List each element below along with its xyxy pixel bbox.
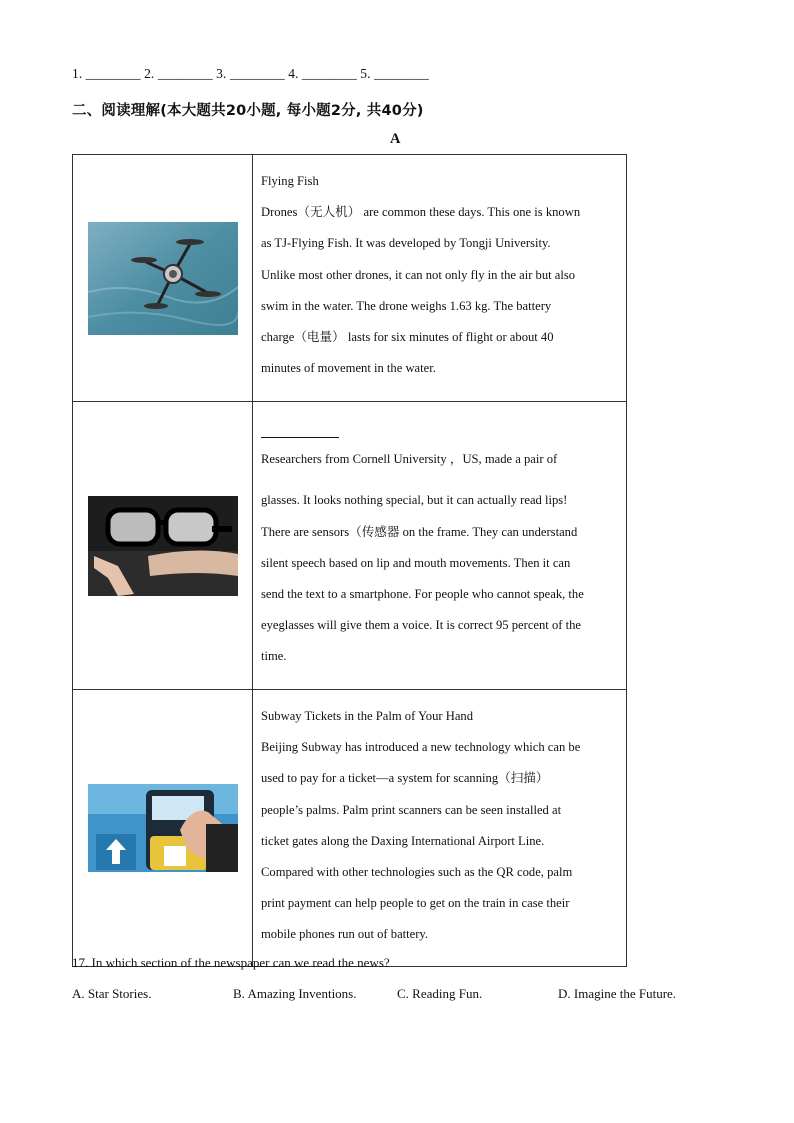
question-17: 17. In which section of the newspaper can we read the news?	[72, 955, 390, 970]
passage-line: There are sensors（传感器 on the frame. They can understand	[261, 524, 578, 539]
table-row	[73, 155, 627, 402]
passage-line: Unlike most other drones, it can not only fly in the air but also	[261, 267, 576, 282]
passage-line: charge（电量） lasts for six minutes of flight or about 40	[261, 330, 554, 345]
option-b[interactable]: B. Amazing Inventions.	[233, 986, 357, 1001]
passage-title-blank	[261, 413, 618, 444]
passage-line: people’s palms. Palm print scanners can be seen installed at	[261, 802, 562, 817]
drone-image	[88, 222, 238, 335]
passage-line: Beijing Subway has introduced a new technology which can be	[261, 740, 581, 755]
section-heading: 二、阅读理解(本大题共20小题, 每小题2分, 共40分)	[72, 103, 424, 119]
passage-line: print payment can help people to get on the train in case their	[261, 896, 570, 911]
passage-title: Subway Tickets in the Palm of Your Hand	[261, 709, 474, 723]
passage-line: mobile phones run out of battery.	[261, 927, 429, 942]
option-a[interactable]: A. Star Stories.	[72, 986, 152, 1001]
passage-label: A	[390, 131, 401, 147]
passage-line: Compared with other technologies such as the QR code, palm	[261, 865, 573, 880]
answer-blanks-line: 1. ________ 2. ________ 3. ________ 4. ________ 5. ________	[72, 66, 429, 81]
passage-line: Drones（无人机） are common these days. This one is known	[261, 205, 581, 220]
image-cell	[73, 402, 253, 690]
passage-line: as TJ-Flying Fish. It was developed by Tongji University.	[261, 236, 551, 251]
image-cell	[73, 690, 253, 967]
passage-line: swim in the water. The drone weighs 1.63 kg. The battery	[261, 298, 552, 313]
palm-scanner-image	[88, 784, 238, 872]
passage-text-cell	[253, 690, 627, 967]
option-c[interactable]: C. Reading Fun.	[397, 986, 483, 1001]
passage-line: eyeglasses will give them a voice. It is correct 95 percent of the	[261, 618, 581, 633]
passage-line: glasses. It looks nothing special, but it can actually read lips!	[261, 493, 568, 508]
title-blank	[261, 423, 339, 438]
table-row	[73, 402, 627, 690]
option-d[interactable]: D. Imagine the Future.	[558, 986, 677, 1001]
passage-line: silent speech based on lip and mouth movements. Then it can	[261, 555, 571, 570]
passage-text-cell	[253, 155, 627, 402]
passage-line: used to pay for a ticket—a system for scanning（扫描）	[261, 771, 549, 786]
glasses-image	[88, 496, 238, 596]
passage-line: ticket gates along the Daxing International Airport Line.	[261, 833, 545, 848]
image-cell	[73, 155, 253, 402]
passage-line: time.	[261, 649, 287, 664]
passage-title: Flying Fish	[261, 174, 319, 188]
table-row	[73, 690, 627, 967]
passage-line: Researchers from Cornell University ，US, made a pair of	[261, 452, 558, 467]
passage-line: minutes of movement in the water.	[261, 361, 436, 376]
passage-text-cell	[253, 402, 627, 690]
passage-line: send the text to a smartphone. For people who cannot speak, the	[261, 587, 584, 602]
passage-table	[72, 154, 627, 967]
